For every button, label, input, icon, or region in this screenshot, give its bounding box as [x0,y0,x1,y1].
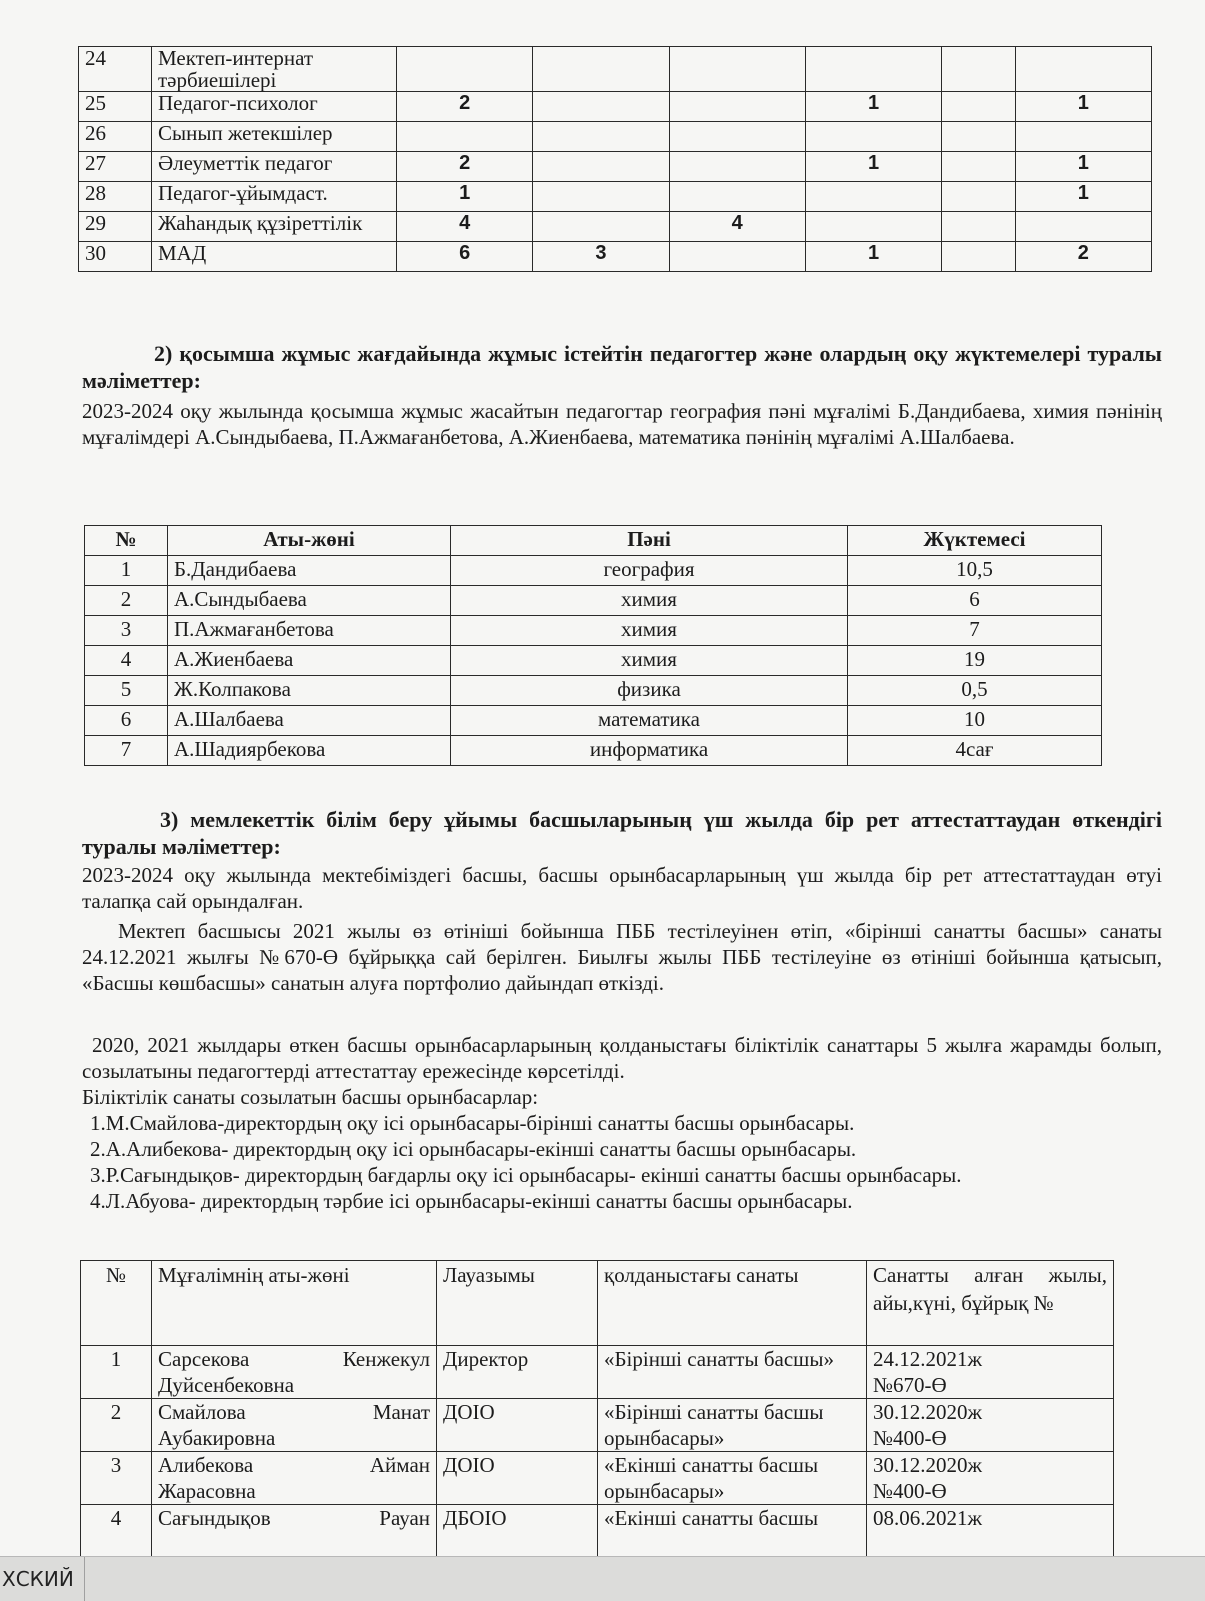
load: 4сағ [848,736,1102,766]
row-value [669,47,805,92]
row-value: 1 [1015,182,1151,212]
row-number: 5 [85,676,168,706]
row-value [942,212,1015,242]
row-name: Педагог-психолог [152,92,397,122]
first-name: Рауан [379,1506,430,1530]
surname: Сарсекова [158,1347,250,1371]
surname: Алибекова [158,1453,254,1477]
taskbar [0,1556,1205,1601]
row-number: 2 [85,586,168,616]
row-value: 6 [397,242,533,272]
row-value: 1 [1015,92,1151,122]
table-row [79,92,1152,122]
row-value: 2 [397,152,533,182]
row-number: 3 [85,616,168,646]
subject: химия [451,586,848,616]
row-value [1015,122,1151,152]
row-number: 7 [85,736,168,766]
patronymic: Жарасовна [158,1479,256,1503]
row-number: 30 [79,242,152,272]
category-date [867,1346,1114,1399]
col-header-category-date: Санатты алған жылы, айы,күні, бұйрық № [867,1261,1114,1346]
row-value: 1 [397,182,533,212]
patronymic: Аубакировна [158,1426,276,1450]
row-name: Әлеуметтік педагог [152,152,397,182]
first-name: Айман [369,1453,430,1477]
row-value [805,47,941,92]
list-item: 3.Р.Сағындықов- директордың бағдарлы оқу ісі орынбасары- екінші санатты басшы орынбасары. [90,1163,962,1187]
current-category: «Бірінші санатты басшы орынбасары» [598,1399,867,1452]
category-date [867,1505,1114,1558]
subject: математика [451,706,848,736]
row-value [533,122,669,152]
teacher-name: Ж.Колпакова [168,676,451,706]
table-row [79,182,1152,212]
table-row [85,616,1102,646]
table-row [81,1399,1114,1452]
teacher-name: Б.Дандибаева [168,556,451,586]
load: 6 [848,586,1102,616]
list-item: 4.Л.Абуова- директордың тәрбие ісі орынбасары-екінші санатты басшы орынбасары. [90,1189,853,1213]
surname: Смайлова [158,1400,246,1424]
first-name: Кенжекул [342,1347,430,1371]
load: 19 [848,646,1102,676]
list-item: 1.М.Смайлова-директордың оқу ісі орынбасары-бірінші санатты басшы орынбасары. [90,1111,855,1135]
managers-attestation-table [80,1260,1114,1558]
table-row [85,646,1102,676]
current-category: «Екінші санатты басшы орынбасары» [598,1452,867,1505]
row-value [1015,212,1151,242]
row-value: 2 [1015,242,1151,272]
row-value [533,47,669,92]
list-item: 2.А.Алибекова- директордың оқу ісі орынбасары-екінші санатты басшы орынбасары. [90,1137,857,1161]
order-number: №400-Ө [873,1479,947,1503]
row-value [805,212,941,242]
manager-name [152,1452,437,1505]
row-value: 1 [1015,152,1151,182]
row-value [669,152,805,182]
row-value [669,122,805,152]
col-header-number: № [81,1261,152,1346]
surname: Сағындықов [158,1506,271,1530]
load: 10,5 [848,556,1102,586]
row-value [397,47,533,92]
subject: химия [451,646,848,676]
row-number: 6 [85,706,168,736]
row-value [942,152,1015,182]
language-indicator[interactable]: ХСКИЙ [0,1557,85,1601]
subject: физика [451,676,848,706]
col-header-load: Жүктемесі [848,526,1102,556]
row-value: 3 [533,242,669,272]
manager-name [152,1399,437,1452]
date: 08.06.2021ж [873,1506,983,1530]
row-value: 1 [805,152,941,182]
row-value [533,182,669,212]
row-value [669,92,805,122]
row-value [533,92,669,122]
manager-name [152,1505,437,1558]
order-number: №400-Ө [873,1426,947,1450]
row-value [533,212,669,242]
current-category: «Бірінші санатты басшы» [598,1346,867,1399]
col-header-current-category: қолданыстағы санаты [598,1261,867,1346]
row-name: Педагог-ұйымдаст. [152,182,397,212]
row-number: 4 [81,1505,152,1558]
table-row [81,1505,1114,1558]
subject: география [451,556,848,586]
table-row [79,242,1152,272]
row-value [805,122,941,152]
row-number: 3 [81,1452,152,1505]
row-value: 2 [397,92,533,122]
row-value [805,182,941,212]
row-value [942,92,1015,122]
date: 30.12.2020ж [873,1453,983,1477]
category-date [867,1452,1114,1505]
row-value: 4 [397,212,533,242]
load: 10 [848,706,1102,736]
col-header-teacher-name: Мұғалімнің аты-жөні [152,1261,437,1346]
position: ДБОІО [437,1505,598,1558]
first-name: Манат [372,1400,430,1424]
patronymic: Дуйсенбековна [158,1373,295,1397]
load: 0,5 [848,676,1102,706]
row-value: 1 [805,92,941,122]
row-value [669,242,805,272]
row-name: Мектеп-интернат тәрбиешілері [152,47,397,92]
row-value [942,122,1015,152]
table-row [85,676,1102,706]
row-number: 28 [79,182,152,212]
row-value [1015,47,1151,92]
teacher-name: П.Ажмағанбетова [168,616,451,646]
teacher-name: А.Шалбаева [168,706,451,736]
section3-heading: 3) мемлекеттік білім беру ұйымы басшыларының үш жылда бір рет аттестаттаудан өткендігі туралы мәліметтер: [82,807,1162,859]
row-name: Сынып жетекшілер [152,122,397,152]
row-value [397,122,533,152]
table-row [85,736,1102,766]
table-row [79,152,1152,182]
teacher-name: А.Шадиярбекова [168,736,451,766]
row-name: Жаһандық құзіреттілік [152,212,397,242]
row-number: 2 [81,1399,152,1452]
position: Директор [437,1346,598,1399]
section3-paragraph-2: Мектеп басшысы 2021 жылы өз өтініші бойынша ПББ тестілеуінен өтіп, «бірінші санатты басшы» санаты 24.12.2021 жылғы №670-Ө бұйрыққа сай берілген. Биылғы жылы ПББ тестілеуіне өз өтініші бойынша қатысып, «Басшы көшбасшы» санатын алуға портфолио дайындап өткізді. [82,919,1162,995]
section3-paragraph-3: 2020, 2021 жылдары өткен басшы орынбасарларының қолданыстағы біліктілік санаттары 5 жылға жарамды болып, созылатыны педагогтерді аттестаттау ережесінде көрсетілді. [82,1033,1162,1083]
row-value: 1 [805,242,941,272]
section3-list [82,1110,1162,1214]
table-row [85,556,1102,586]
row-number: 26 [79,122,152,152]
position: ДОІО [437,1399,598,1452]
table-row [79,122,1152,152]
section3-paragraph-4: Біліктілік санаты созылатын басшы орынбасарлар: [82,1085,539,1109]
category-date [867,1399,1114,1452]
row-number: 4 [85,646,168,676]
position: ДОІО [437,1452,598,1505]
col-header-subject: Пәні [451,526,848,556]
row-name: МАД [152,242,397,272]
current-category: «Екінші санатты басшы [598,1505,867,1558]
table-row [85,706,1102,736]
subject: информатика [451,736,848,766]
table-row [85,586,1102,616]
row-value [942,242,1015,272]
teacher-name: А.Жиенбаева [168,646,451,676]
row-value [942,47,1015,92]
manager-name [152,1346,437,1399]
row-number: 24 [79,47,152,92]
section2-heading: 2) қосымша жұмыс жағдайында жұмыс істейтін педагогтер және олардың оқу жүктемелері туралы мәліметтер: [82,341,1162,393]
section2-text: 2023-2024 оқу жылында қосымша жұмыс жасайтын педагогтар география пәні мұғалімі Б.Дандибаева, химия пәнінің мұғалімдері А.Сындыбаева, П.Ажмағанбетова, А.Жиенбаева, математика пәнінің мұғалімі А.Шалбаева. [82,399,1162,449]
row-number: 29 [79,212,152,242]
table-row [79,47,1152,92]
row-value [533,152,669,182]
table-row [81,1346,1114,1399]
col-header-position: Лауазымы [437,1261,598,1346]
load: 7 [848,616,1102,646]
teacher-name: А.Сындыбаева [168,586,451,616]
additional-load-table [84,525,1102,766]
row-value [942,182,1015,212]
row-number: 1 [81,1346,152,1399]
date: 30.12.2020ж [873,1400,983,1424]
row-number: 1 [85,556,168,586]
section3-paragraph-1: 2023-2024 оқу жылында мектебіміздегі басшы, басшы орынбасарларының үш жылда бір рет аттестаттаудан өтуі талапқа сай орындалған. [82,863,1162,913]
row-number: 25 [79,92,152,122]
col-header-number: № [85,526,168,556]
date: 24.12.2021ж [873,1347,983,1371]
row-value: 4 [669,212,805,242]
col-header-name: Аты-жөні [168,526,451,556]
table-row [81,1452,1114,1505]
table-row [79,212,1152,242]
subject: химия [451,616,848,646]
order-number: №670-Ө [873,1373,947,1397]
row-value [669,182,805,212]
row-number: 27 [79,152,152,182]
staff-table [78,46,1152,272]
